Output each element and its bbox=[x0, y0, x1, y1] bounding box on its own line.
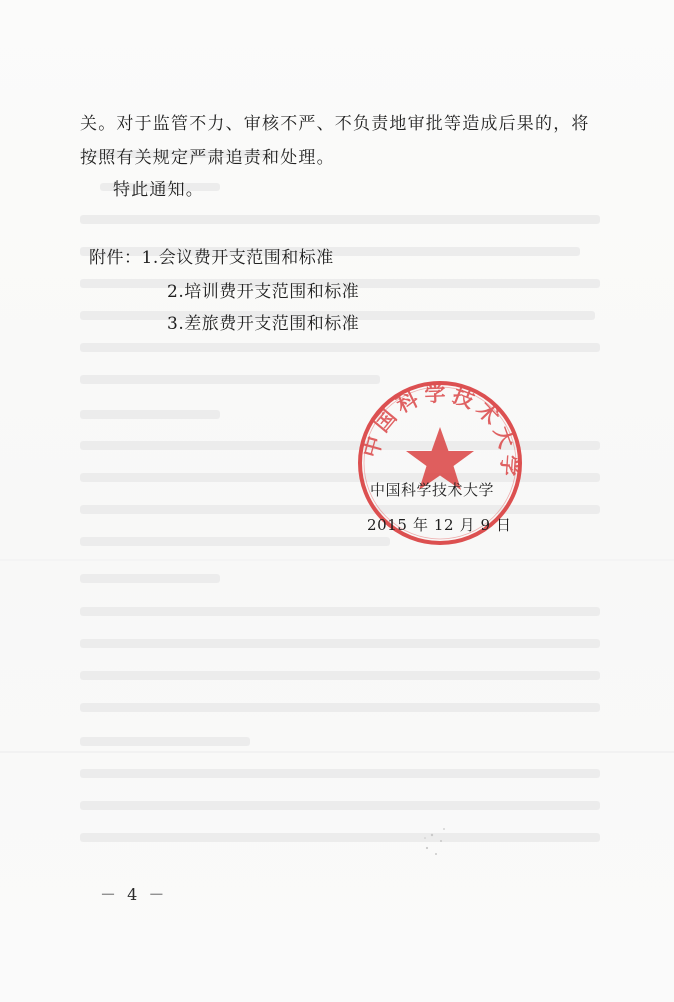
closing-text: 特此通知。 bbox=[113, 180, 204, 200]
signing-date: 2015 年 12 月 9 日 bbox=[367, 516, 512, 534]
paragraph-line: 按照有关规定严肃追责和处理。 bbox=[80, 148, 335, 168]
paragraph-line: 关。对于监管不力、审核不严、不负责地审批等造成后果的，将 bbox=[80, 114, 590, 134]
attachment-item bbox=[89, 248, 334, 268]
attachment-item-text: 1.会议费开支范围和标准 bbox=[141, 248, 334, 268]
attachment-item: 2.培训费开支范围和标准 bbox=[167, 282, 360, 302]
attachment-label: 附件： bbox=[89, 248, 142, 268]
seal-text: 中国科学技术大学 bbox=[358, 381, 522, 482]
attachment-item: 3.差旅费开支范围和标准 bbox=[167, 314, 360, 334]
signing-organization: 中国科学技术大学 bbox=[370, 481, 495, 499]
page-number: － 4 － bbox=[100, 885, 168, 904]
